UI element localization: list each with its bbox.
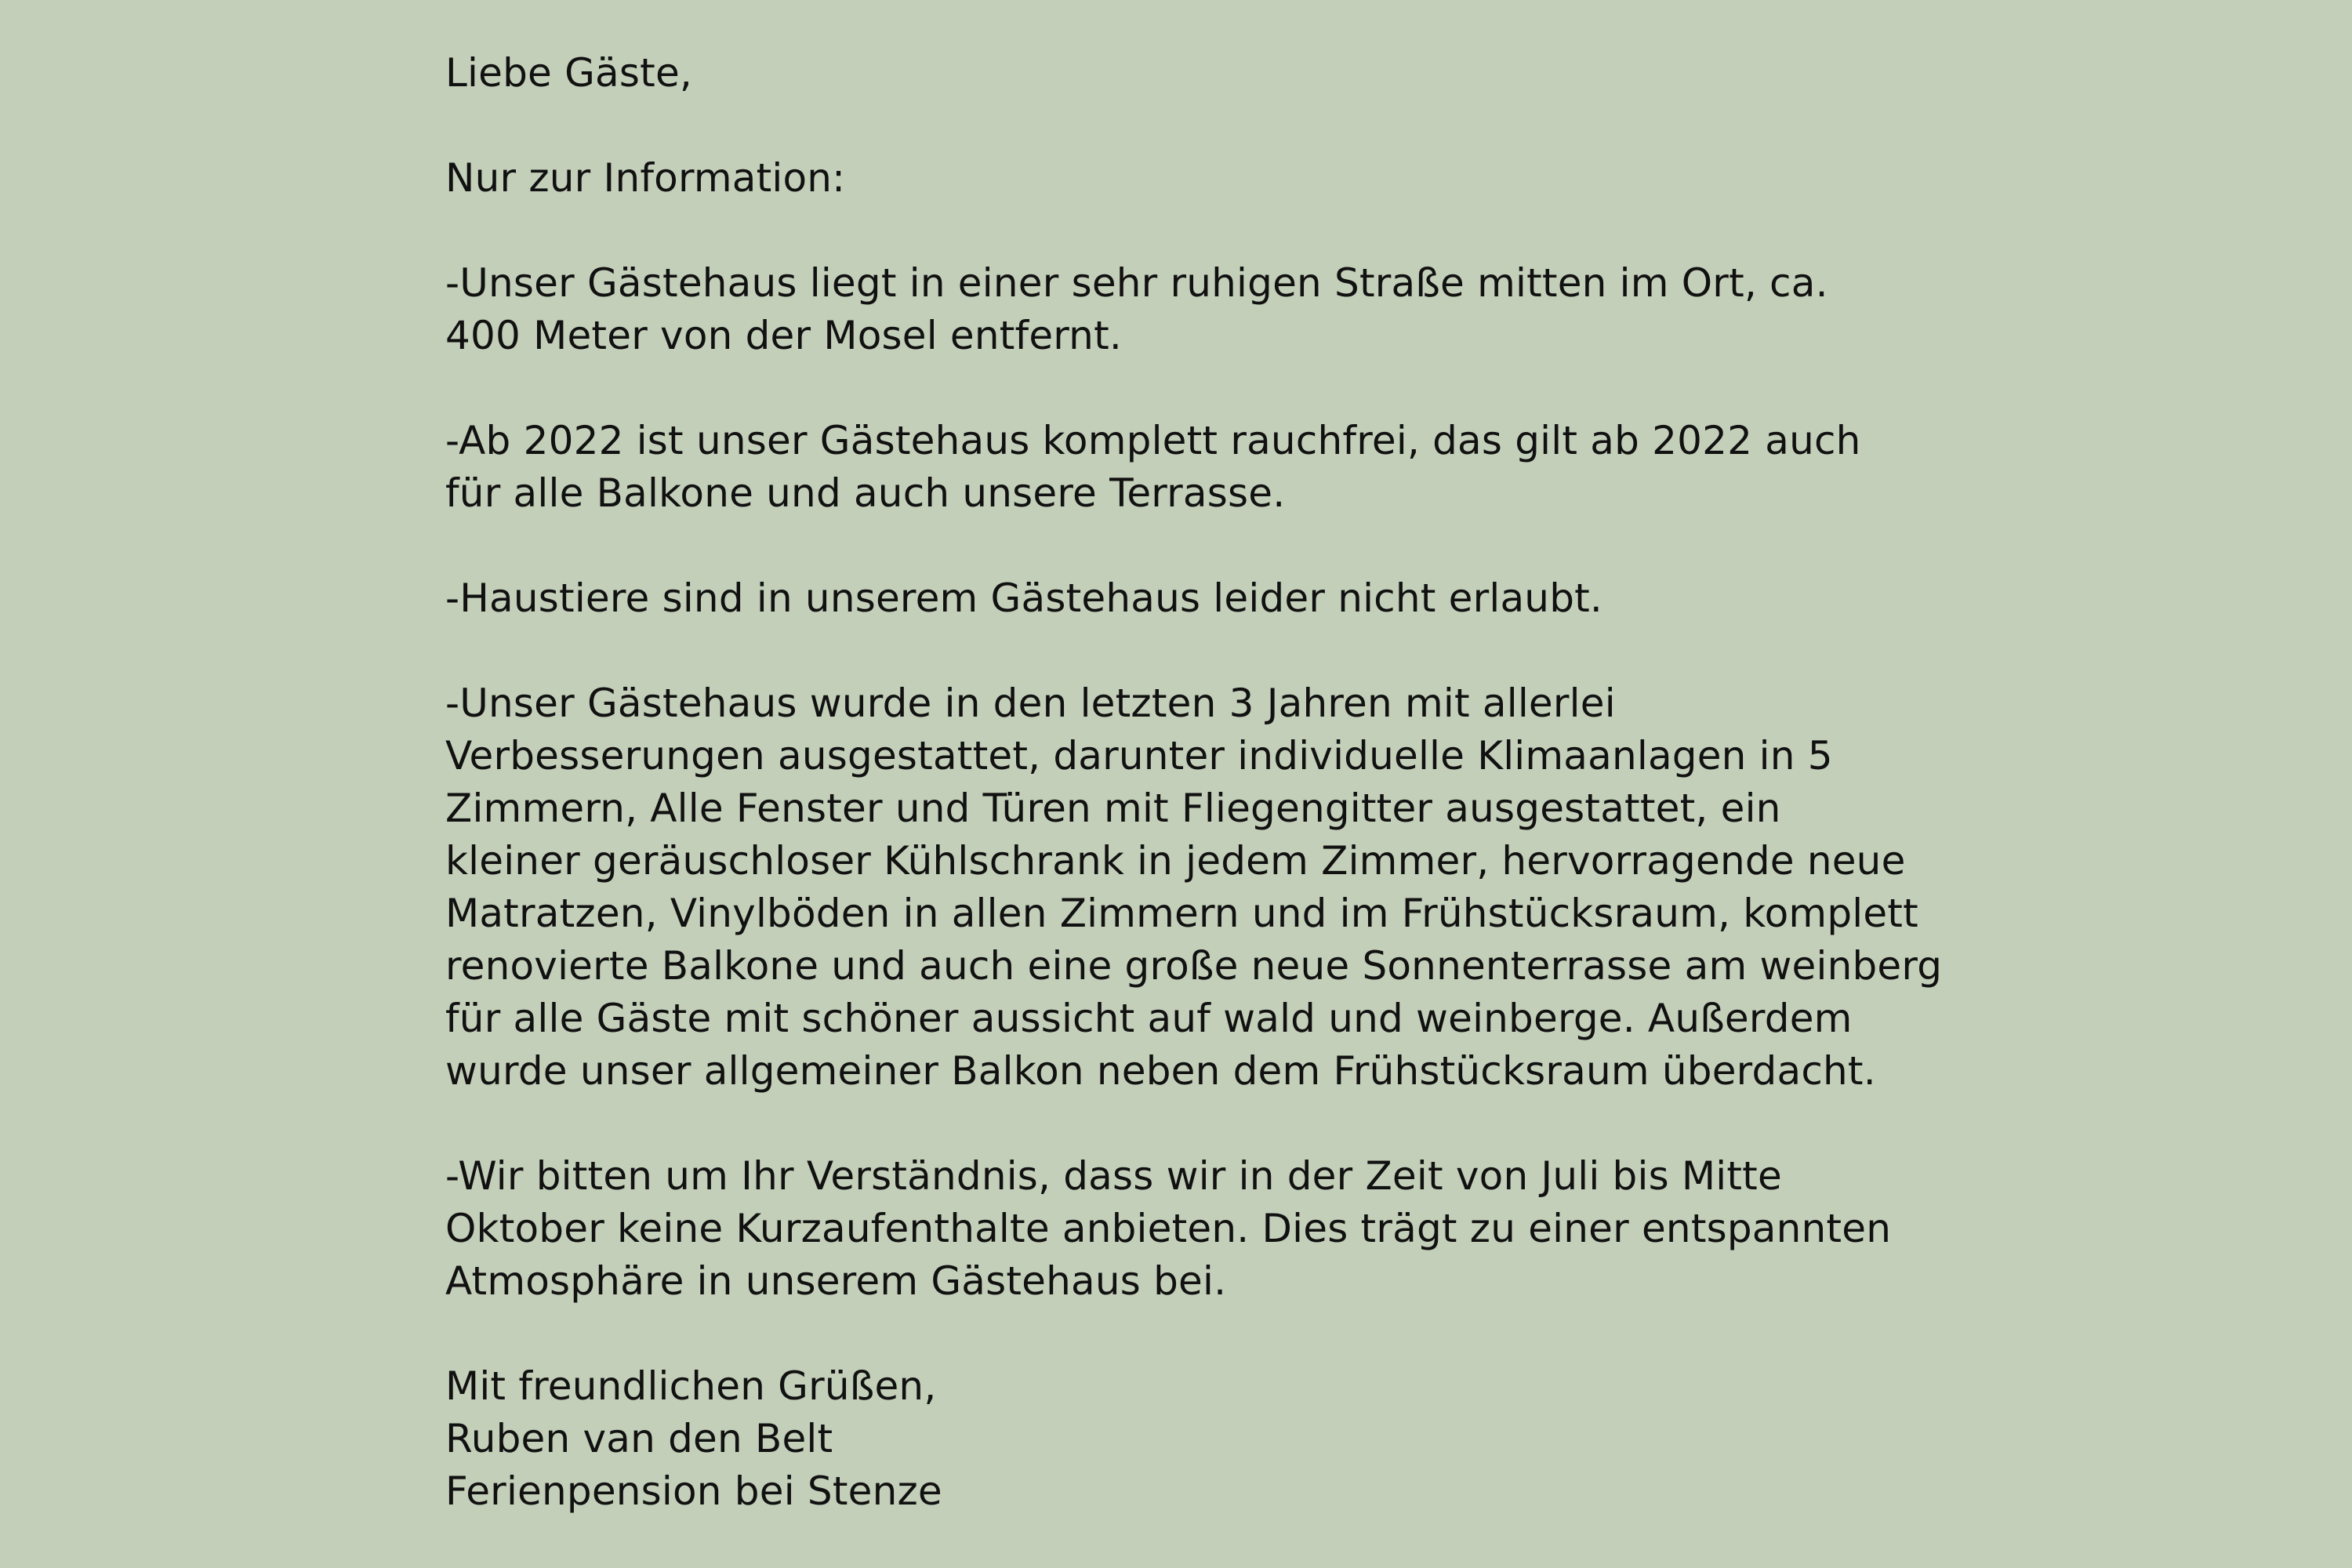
- closing-signature: Mit freundlichen Grüßen, Ruben van den Belt Ferienpension bei Stenze: [445, 1363, 942, 1514]
- info-point-improvements: -Unser Gästehaus wurde in den letzten 3 Jahren mit allerlei Verbesserungen ausgestattet, darunter individuelle Klimaanlagen in 5 Zimmern, Alle Fenster und Türen mit Fliegengitter ausgestattet, ein kleiner geräuschloser Kühlschrank in jedem Zimmer, hervorragende neue Matratzen, Vinylböden in allen Zimmern und im Frühstücksraum, komplett renovierte Balkone und auch eine große neue Sonnenterrasse am weinberg für alle Gäste mit schöner aussicht auf wald und weinberge. Außerdem wurde unser allgemeiner Balkon neben dem Frühstücksraum überdacht.: [445, 681, 1943, 1094]
- letter-body: [445, 47, 1982, 1518]
- info-point-location: -Unser Gästehaus liegt in einer sehr ruhigen Straße mitten im Ort, ca. 400 Meter von der Mosel entfernt.: [445, 260, 1828, 358]
- info-point-short-stays: -Wir bitten um Ihr Verständnis, dass wir in der Zeit von Juli bis Mitte Oktober keine Kurzaufenthalte anbieten. Dies trägt zu einer entspannten Atmosphäre in unserem Gästehaus bei.: [445, 1153, 1892, 1304]
- greeting: Liebe Gäste,: [445, 50, 692, 96]
- intro-line: Nur zur Information:: [445, 155, 846, 201]
- info-point-smoke-free: -Ab 2022 ist unser Gästehaus komplett rauchfrei, das gilt ab 2022 auch für alle Balkone und auch unsere Terrasse.: [445, 418, 1861, 516]
- info-point-pets: -Haustiere sind in unserem Gästehaus leider nicht erlaubt.: [445, 575, 1603, 621]
